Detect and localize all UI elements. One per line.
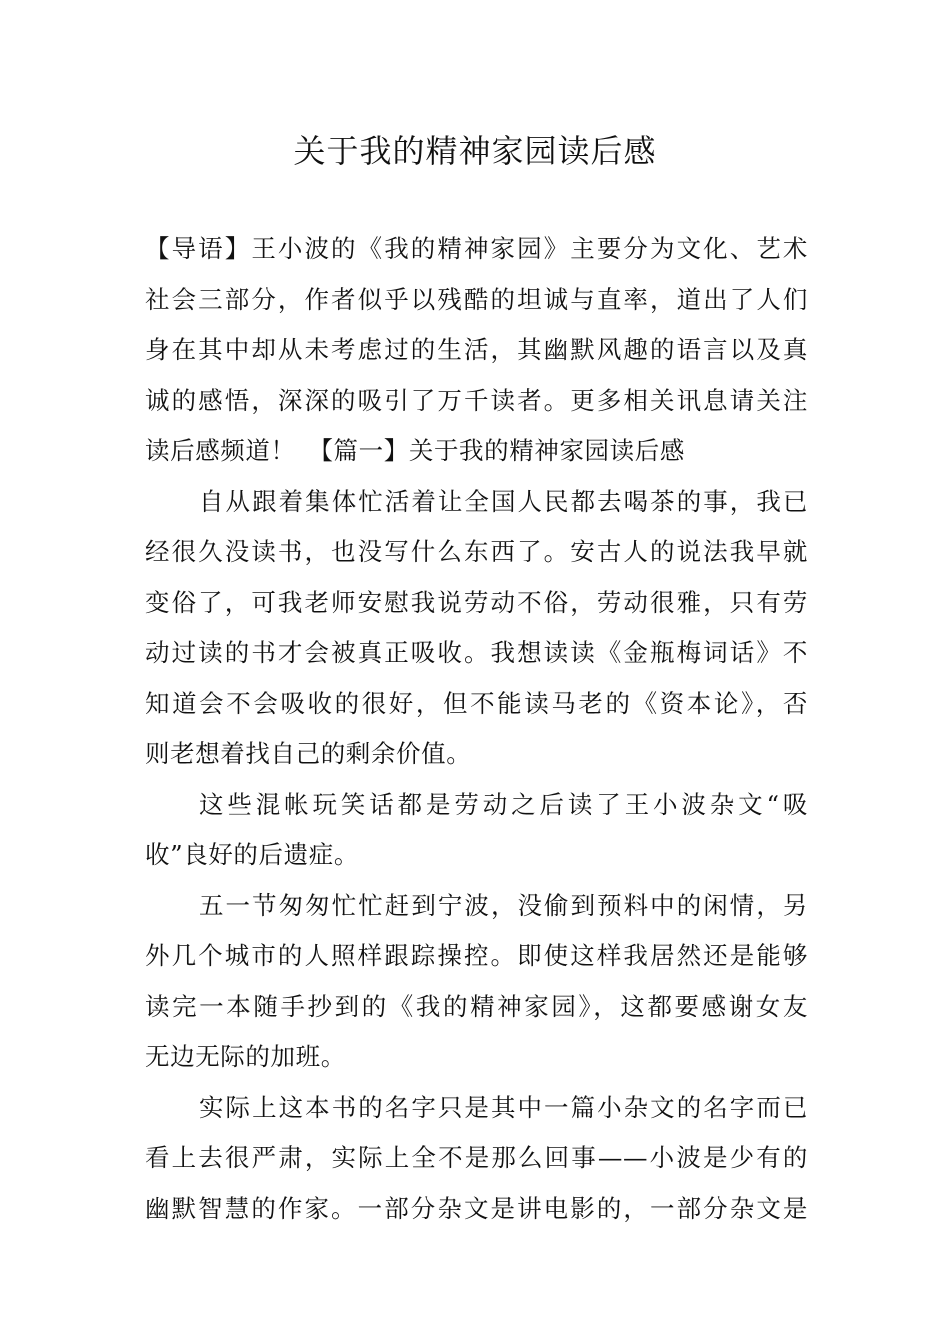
paragraph-first-line: 自从跟着集体忙活着让全国人民都去喝茶的事，我已 — [199, 486, 808, 516]
text-line: 诚的感悟，深深的吸引了万千读者。更多相关讯息请关注 — [145, 385, 808, 415]
text-line: 读后感频道！ 【篇一】关于我的精神家园读后感 — [145, 436, 685, 465]
text-line: 则老想着找自己的剩余价值。 — [145, 739, 472, 768]
text-line: 外几个城市的人照样跟踪操控。即使这样我居然还是能够 — [145, 941, 808, 970]
text-line: 幽默智慧的作家。一部分杂文是讲电影的，一部分杂文是 — [145, 1193, 808, 1223]
text-line: 无边无际的加班。 — [145, 1042, 346, 1071]
text-line: 社会三部分，作者似乎以残酷的坦诚与直率，道出了人们 — [145, 284, 808, 314]
text-line: 收”良好的后遗症。 — [145, 840, 359, 869]
text-line: 【导语】王小波的《我的精神家园》主要分为文化、艺术 — [145, 234, 808, 263]
text-line: 身在其中却从未考虑过的生活，其幽默风趣的语言以及真 — [145, 335, 808, 364]
document-body — [145, 224, 808, 1234]
document-title: 关于我的精神家园读后感 — [293, 132, 657, 170]
text-line: 知道会不会吸收的很好，但不能读马老的《资本论》，否 — [145, 688, 808, 718]
text-line: 读完一本随手抄到的《我的精神家园》，这都要感谢女友 — [145, 991, 808, 1021]
paragraph-first-line: 五一节匆匆忙忙赶到宁波，没偷到预料中的闲情，另 — [199, 890, 808, 920]
text-line: 看上去很严肃，实际上全不是那么回事——小波是少有的 — [145, 1143, 808, 1172]
text-line: 变俗了，可我老师安慰我说劳动不俗，劳动很雅，只有劳 — [145, 587, 808, 617]
text-line: 动过读的书才会被真正吸收。我想读读《金瓶梅词话》不 — [145, 638, 808, 667]
paragraph-first-line: 实际上这本书的名字只是其中一篇小杂文的名字而已 — [199, 1092, 808, 1122]
text-line: 经很久没读书，也没写什么东西了。安古人的说法我早就 — [145, 537, 808, 566]
paragraph-first-line: 这些混帐玩笑话都是劳动之后读了王小波杂文“吸 — [199, 789, 808, 819]
